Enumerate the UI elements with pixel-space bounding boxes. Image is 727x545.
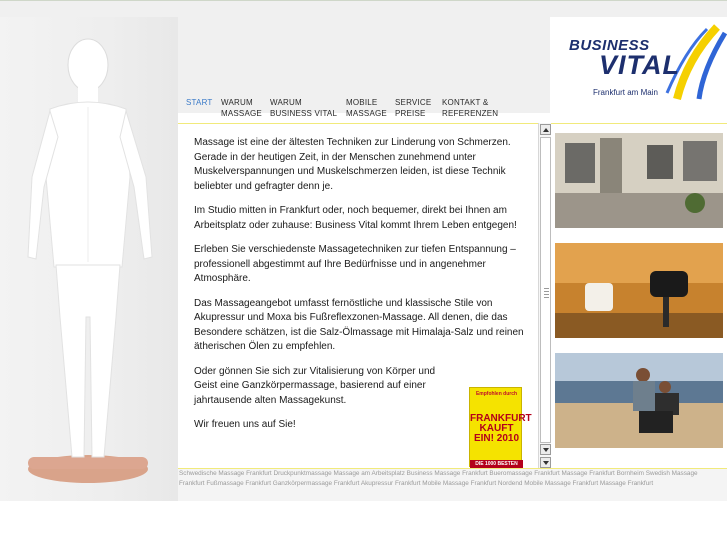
content-paragraph: Wir freuen uns auf Sie! bbox=[194, 419, 296, 430]
scroll-down-button[interactable] bbox=[540, 444, 551, 455]
nav-start[interactable]: START bbox=[186, 98, 213, 107]
nav-service-preise[interactable]: SERVICE PREISE bbox=[395, 98, 432, 118]
arrow-down-icon bbox=[543, 448, 549, 452]
seo-keyword-footer bbox=[178, 468, 727, 501]
nav-warum-business-vital[interactable]: WARUM BUSINESS VITAL bbox=[270, 98, 338, 118]
content-paragraph: Oder gönnen Sie sich zur Vitalisierung von Körper und Geist eine Ganzkörpermassage, basierend auf einer jahrtausende alten Massagekunst. bbox=[194, 365, 436, 406]
grip-icon bbox=[544, 286, 549, 298]
nav-warum-massage[interactable]: WARUM MASSAGE bbox=[221, 98, 262, 118]
content-paragraph: Massage ist eine der ältesten Techniken zur Linderung von Schmerzen. Gerade in der heutigen Zeit, in der Menschen zunehmend unter Muskelverspannungen und Muskelschmerzen leiden, ist diese Technik beliebter und gefragter denn je. bbox=[194, 137, 511, 192]
logo-line-3: Frankfurt am Main bbox=[593, 88, 658, 97]
badge-main-text: FRANKFURT KAUFT EIN! 2010 bbox=[470, 413, 532, 444]
top-strip bbox=[0, 1, 727, 17]
content-paragraph: Das Massageangebot umfasst fernöstliche und klassische Stile von Akupressur und Moxa bis Fußreflexzonen-Massage. All denen, die das Besondere schätzen, ist die Salz-Ölmassage mit Himalaja-Salz und reinen ätherischen Ölen zu empfehlen. bbox=[194, 297, 524, 352]
business-vital-logo[interactable] bbox=[552, 17, 727, 113]
badge-bottom-text: DIE 1000 BESTEN bbox=[470, 460, 523, 468]
arrow-up-icon bbox=[543, 128, 549, 132]
arrow-down-icon bbox=[543, 461, 549, 465]
badge-top-text: Empfohlen durch bbox=[475, 391, 518, 397]
frankfurt-kauft-ein-badge[interactable] bbox=[469, 387, 532, 467]
logo-line-1: BUSINESS bbox=[569, 37, 650, 54]
logo-line-2: VITAL bbox=[599, 50, 680, 80]
beach-massage-photo bbox=[555, 353, 723, 448]
scroll-down-button-secondary[interactable] bbox=[540, 457, 551, 468]
content-scrollbar[interactable] bbox=[538, 123, 551, 469]
acupuncture-figure-image bbox=[0, 17, 178, 501]
photo-column bbox=[551, 124, 727, 469]
nav-mobile-massage[interactable]: MOBILE MASSAGE bbox=[346, 98, 387, 118]
studio-exterior-photo bbox=[555, 133, 723, 228]
massage-chair-photo bbox=[555, 243, 723, 338]
scroll-thumb[interactable] bbox=[540, 137, 551, 443]
scroll-up-button[interactable] bbox=[540, 124, 551, 135]
content-paragraph: Erleben Sie verschiedenste Massagetechniken zur tiefen Entspannung – professionell abgestimmt auf Ihre Bedürfnisse und in angenehmer Atmosphäre. bbox=[194, 244, 516, 284]
content-paragraph: Im Studio mitten in Frankfurt oder, noch bequemer, direkt bei Ihnen am Arbeitsplatz oder zuhause: Business Vital kommt Ihrem Leben entgegen! bbox=[194, 205, 517, 231]
nav-kontakt-referenzen[interactable]: KONTAKT & REFERENZEN bbox=[442, 98, 499, 118]
main-navigation bbox=[178, 97, 550, 123]
keyword-text: Schwedische Massage Frankfurt Druckpunktmassage Massage am Arbeitsplatz Business Massage Frankfurt Bueromassage Frankfurt Massage Frankfurt Bornheim Swedish Massage Frankfurt Fußmassage Frankfurt Ganzkörpermassage Frankfurt Akupressur Frankfurt Mobile Massage Frankfurt Nordend Mobile Massage Frankfurt Massage Frankfurt bbox=[179, 470, 698, 487]
